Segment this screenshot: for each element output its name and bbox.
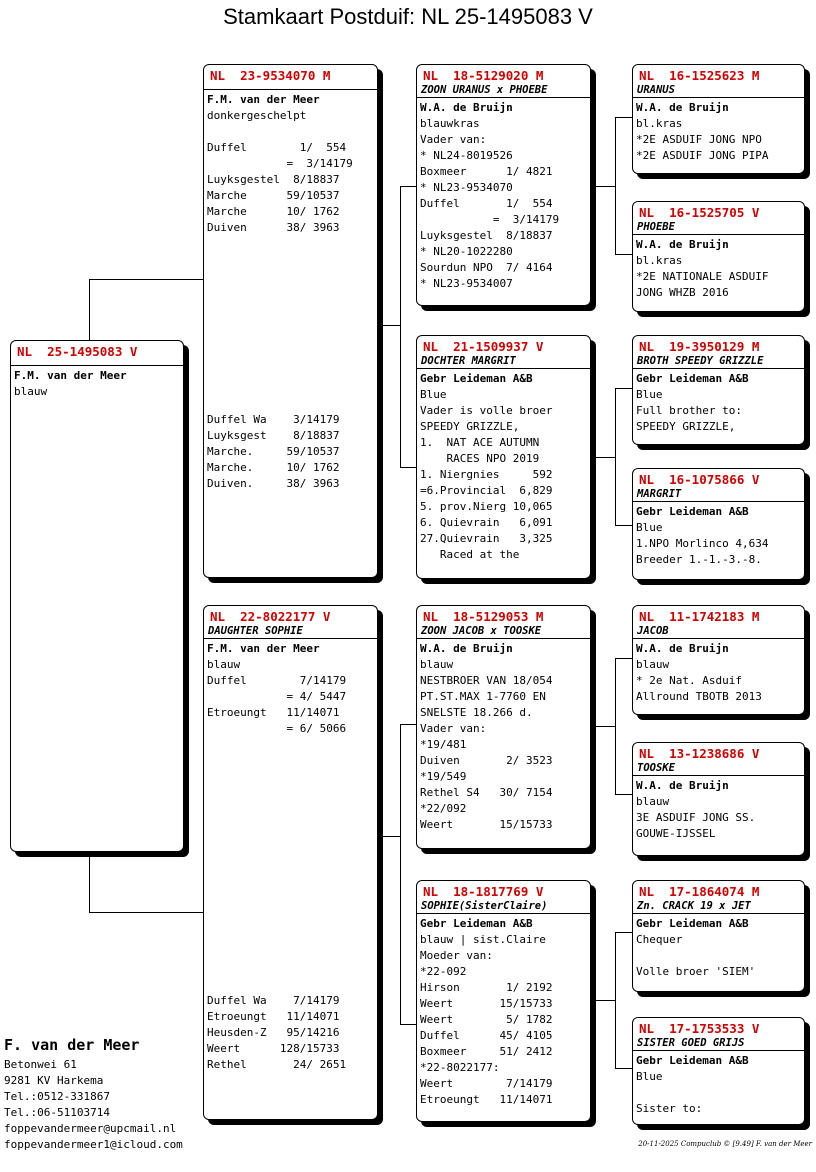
detail-line: [207, 348, 377, 364]
pigeon-nickname: SISTER GOED GRIJS: [633, 1036, 804, 1051]
detail-line: *22/092: [420, 802, 467, 815]
ring-number: NL 17-1864074 M: [639, 884, 760, 899]
connector-line: [590, 186, 616, 187]
detail-line: [207, 833, 377, 849]
owner-name: Gebr Leideman A&B: [636, 1054, 749, 1067]
page-title: Stamkaart Postduif: NL 25-1495083 V: [223, 4, 593, 29]
connector-line: [615, 794, 633, 795]
detail-line: [207, 769, 377, 785]
detail-line: Full brother to:: [636, 404, 742, 417]
detail-line: [207, 913, 377, 929]
owner-name: W.A. de Bruijn: [420, 101, 513, 114]
ring-number: NL 16-1075866 V: [639, 472, 760, 487]
pigeon-details: [417, 914, 590, 1108]
detail-line: GOUWE-IJSSEL: [636, 827, 716, 840]
detail-line: * NL20-1022280: [420, 245, 513, 258]
detail-line: 3E ASDUIF JONG SS.: [636, 811, 756, 824]
pigeon-card-subject[interactable]: [10, 340, 184, 852]
detail-line: Duffel Wa 7/14179: [207, 994, 340, 1007]
pigeon-card-mm-dam[interactable]: [632, 1017, 805, 1125]
detail-line: *22-8022177:: [420, 1061, 500, 1074]
connector-line: [89, 279, 204, 280]
detail-line: [207, 380, 377, 396]
detail-line: [207, 252, 377, 268]
breeder-email[interactable]: foppevandermeer@upcmail.nl: [4, 1122, 177, 1135]
pigeon-details: [417, 369, 590, 563]
detail-line: = 3/14179: [207, 157, 353, 170]
detail-line: [207, 961, 377, 977]
pigeon-nickname: DOCHTER MARGRIT: [417, 354, 590, 369]
detail-line: Boxmeer 51/ 2412: [420, 1045, 553, 1058]
connector-line: [89, 852, 90, 912]
detail-line: [207, 316, 377, 332]
detail-line: Etroeungt 11/14071: [207, 1010, 340, 1023]
detail-line: [207, 236, 377, 252]
ring-number: NL 23-9534070 M: [210, 68, 331, 83]
detail-line: Breeder 1.-1.-3.-8.: [636, 553, 762, 566]
owner-name: Gebr Leideman A&B: [636, 372, 749, 385]
detail-line: *19/481: [420, 738, 467, 751]
pigeon-nickname: URANUS: [633, 83, 804, 98]
detail-line: = 4/ 5447: [207, 690, 347, 703]
detail-line: Sourdun NPO 7/ 4164: [420, 261, 553, 274]
pigeon-details: [417, 639, 590, 833]
connector-line: [615, 388, 633, 389]
ring-number: NL 16-1525705 V: [639, 205, 760, 220]
pigeon-nickname: [11, 359, 183, 366]
detail-line: Sister to:: [636, 1102, 703, 1115]
detail-line: Heusden-Z 95/14216: [207, 1026, 340, 1039]
detail-line: Rethel S4 30/ 7154: [420, 786, 553, 799]
owner-name: Gebr Leideman A&B: [636, 505, 749, 518]
detail-line: Luyksgestel 8/18837: [207, 173, 340, 186]
pigeon-details: [633, 639, 804, 705]
connector-line: [89, 912, 204, 913]
detail-line: 27.Quievrain 3,325: [420, 532, 553, 545]
detail-line: Etroeungt 11/14071: [420, 1093, 553, 1106]
pigeon-details: [633, 369, 804, 435]
detail-line: [207, 785, 377, 801]
pigeon-details: [417, 98, 590, 292]
pigeon-nickname: ZOON JACOB x TOOSKE: [417, 624, 590, 639]
connector-line: [400, 186, 401, 467]
detail-line: PT.ST.MAX 1-7760 EN: [420, 690, 546, 703]
pigeon-details: [633, 1051, 804, 1117]
detail-line: Blue: [636, 521, 663, 534]
detail-line: Blue: [420, 388, 447, 401]
detail-line: Vader is volle broer: [420, 404, 553, 417]
detail-line: = 6/ 5066: [207, 722, 347, 735]
detail-line: Blue: [636, 388, 663, 401]
pigeon-card-mother-sire[interactable]: [416, 605, 591, 849]
connector-line: [590, 726, 616, 727]
detail-line: Weert 15/15733: [420, 997, 553, 1010]
breeder-line: Tel.:0512-331867: [4, 1090, 110, 1103]
detail-line: Blue: [636, 1070, 663, 1083]
breeder-email[interactable]: foppevandermeer1@icloud.com: [4, 1138, 183, 1151]
connector-line: [590, 457, 616, 458]
detail-line: [207, 396, 377, 412]
detail-line: SNELSTE 18.266 d.: [420, 706, 533, 719]
breeder-line: 9281 KV Harkema: [4, 1074, 104, 1087]
detail-line: Etroeungt 11/14071: [207, 706, 340, 719]
detail-line: [207, 124, 377, 140]
detail-line: 1. NAT ACE AUTUMN: [420, 436, 540, 449]
pigeon-nickname: [204, 83, 377, 90]
detail-line: Luyksgestel 8/18837: [420, 229, 553, 242]
detail-line: Rethel 24/ 2651: [207, 1058, 347, 1071]
detail-line: Duiven. 38/ 3963: [207, 477, 340, 490]
pigeon-details: [633, 776, 804, 842]
detail-line: *19/549: [420, 770, 467, 783]
detail-line: [207, 817, 377, 833]
detail-line: [207, 865, 377, 881]
detail-line: * NL24-8019526: [420, 149, 513, 162]
connector-line: [615, 932, 633, 933]
detail-line: * 2e Nat. Asduif: [636, 674, 742, 687]
owner-name: Gebr Leideman A&B: [636, 917, 749, 930]
breeder-line: Betonwei 61: [4, 1058, 77, 1071]
detail-line: 5. prov.Nierg 10,065: [420, 500, 553, 513]
detail-line: bl.kras: [636, 254, 683, 267]
ring-number: NL 19-3950129 M: [639, 339, 760, 354]
detail-line: [207, 801, 377, 817]
ring-number: NL 13-1238686 V: [639, 746, 760, 761]
pigeon-nickname: Zn. CRACK 19 x JET: [633, 899, 804, 914]
pigeon-details: [633, 502, 804, 568]
detail-line: blauw | sist.Claire: [420, 933, 546, 946]
connector-line: [400, 186, 417, 187]
pigeon-card-ff-sire[interactable]: [632, 64, 805, 174]
detail-line: Duffel Wa 3/14179: [207, 413, 340, 426]
pigeon-nickname: ZOON URANUS x PHOEBE: [417, 83, 590, 98]
connector-line: [400, 1024, 417, 1025]
detail-line: blauw: [14, 385, 48, 398]
pigeon-nickname: TOOSKE: [633, 761, 804, 776]
owner-name: W.A. de Bruijn: [636, 779, 729, 792]
detail-line: 1.NPO Morlinco 4,634: [636, 537, 769, 550]
detail-line: blauw: [207, 658, 241, 671]
connector-line: [377, 325, 401, 326]
detail-line: blauwkras: [420, 117, 480, 130]
detail-line: Duiven 38/ 3963: [207, 221, 340, 234]
detail-line: blauw: [636, 658, 670, 671]
detail-line: Marche 59/10537: [207, 189, 340, 202]
detail-line: [207, 897, 377, 913]
detail-line: Duffel 7/14179: [207, 674, 347, 687]
pigeon-details: [633, 235, 804, 301]
detail-line: JONG WHZB 2016: [636, 286, 729, 299]
detail-line: [636, 1085, 804, 1101]
detail-line: NESTBROER VAN 18/054: [420, 674, 553, 687]
detail-line: Volle broer 'SIEM': [636, 965, 756, 978]
detail-line: Chequer: [636, 933, 683, 946]
detail-line: [207, 849, 377, 865]
detail-line: *22-092: [420, 965, 467, 978]
detail-line: [207, 737, 377, 753]
detail-line: [636, 948, 804, 964]
detail-line: 1. Niergnies 592: [420, 468, 553, 481]
ring-number: NL 18-5129020 M: [423, 68, 544, 83]
detail-line: [207, 945, 377, 961]
detail-line: Vader van:: [420, 722, 487, 735]
footer-credit: 20-11-2025 Compuclub © [9.49] F. van der Meer: [638, 1140, 812, 1148]
connector-line: [615, 932, 616, 1069]
detail-line: SPEEDY GRIZZLE,: [420, 420, 520, 433]
detail-line: Hirson 1/ 2192: [420, 981, 553, 994]
pigeon-card-mm-sire[interactable]: [632, 880, 805, 992]
pigeon-card-mf-sire[interactable]: [632, 605, 805, 715]
pigeon-card-father-dam[interactable]: [416, 335, 591, 579]
detail-line: * NL23-9534007: [420, 277, 513, 290]
connector-line: [590, 1000, 616, 1001]
detail-line: 6. Quievrain 6,091: [420, 516, 553, 529]
detail-line: Weert 5/ 1782: [420, 1013, 553, 1026]
pigeon-details: [11, 366, 183, 400]
ring-number: NL 17-1753533 V: [639, 1021, 760, 1036]
pigeon-card-fm-dam[interactable]: [632, 468, 805, 580]
connector-line: [89, 279, 90, 341]
detail-line: Moeder van:: [420, 949, 493, 962]
connector-line: [615, 658, 616, 795]
pigeon-card-father-sire[interactable]: [416, 64, 591, 306]
connector-line: [400, 467, 417, 468]
pigeon-nickname: MARGRIT: [633, 487, 804, 502]
detail-line: [207, 284, 377, 300]
ring-number: NL 18-5129053 M: [423, 609, 544, 624]
owner-name: W.A. de Bruijn: [420, 642, 513, 655]
ring-number: NL 22-8022177 V: [210, 609, 331, 624]
detail-line: blauw: [636, 795, 670, 808]
connector-line: [377, 836, 401, 837]
pigeon-nickname: SOPHIE(SisterClaire): [417, 899, 590, 914]
detail-line: Duffel 1/ 554: [207, 141, 347, 154]
breeder-name: F. van der Meer: [4, 1036, 140, 1054]
detail-line: [207, 332, 377, 348]
breeder-info: [4, 1035, 183, 1153]
detail-line: Vader van:: [420, 133, 487, 146]
ring-number: NL 25-1495083 V: [17, 344, 138, 359]
detail-line: [207, 881, 377, 897]
detail-line: Weert 15/15733: [420, 818, 553, 831]
pigeon-details: [204, 639, 377, 1073]
owner-name: W.A. de Bruijn: [636, 101, 729, 114]
pigeon-nickname: BROTH SPEEDY GRIZZLE: [633, 354, 804, 369]
detail-line: Marche 10/ 1762: [207, 205, 340, 218]
detail-line: [207, 977, 377, 993]
connector-line: [615, 117, 633, 118]
pigeon-card-ff-dam[interactable]: [632, 201, 805, 312]
detail-line: SPEEDY GRIZZLE,: [636, 420, 736, 433]
owner-name: W.A. de Bruijn: [636, 238, 729, 251]
detail-line: Weert 7/14179: [420, 1077, 553, 1090]
detail-line: [207, 268, 377, 284]
owner-name: F.M. van der Meer: [207, 642, 320, 655]
connector-line: [615, 658, 633, 659]
detail-line: Weert 128/15733: [207, 1042, 340, 1055]
detail-line: Duffel 45/ 4105: [420, 1029, 553, 1042]
detail-line: Raced at the: [420, 548, 520, 561]
connector-line: [615, 525, 633, 526]
pigeon-details: [204, 90, 377, 492]
detail-line: *2E NATIONALE ASDUIF: [636, 270, 769, 283]
detail-line: Duffel 1/ 554: [420, 197, 553, 210]
detail-line: donkergeschelpt: [207, 109, 307, 122]
detail-line: Marche. 10/ 1762: [207, 461, 340, 474]
connector-line: [400, 724, 417, 725]
detail-line: Luyksgest 8/18837: [207, 429, 340, 442]
pigeon-card-father[interactable]: [203, 64, 378, 578]
detail-line: [207, 364, 377, 380]
detail-line: [207, 300, 377, 316]
detail-line: [207, 929, 377, 945]
pigeon-card-mother[interactable]: [203, 605, 378, 1120]
detail-line: Marche. 59/10537: [207, 445, 340, 458]
owner-name: F.M. van der Meer: [14, 369, 127, 382]
connector-line: [615, 388, 616, 526]
detail-line: *2E ASDUIF JONG NPO: [636, 133, 762, 146]
ring-number: NL 21-1509937 V: [423, 339, 544, 354]
pigeon-card-mother-dam[interactable]: [416, 880, 591, 1122]
owner-name: Gebr Leideman A&B: [420, 372, 533, 385]
connector-line: [615, 1068, 633, 1069]
detail-line: = 3/14179: [420, 213, 560, 226]
pigeon-card-fm-sire[interactable]: [632, 335, 805, 445]
connector-line: [615, 117, 616, 255]
owner-name: Gebr Leideman A&B: [420, 917, 533, 930]
detail-line: bl.kras: [636, 117, 683, 130]
pigeon-details: [633, 914, 804, 980]
owner-name: W.A. de Bruijn: [636, 642, 729, 655]
ring-number: NL 16-1525623 M: [639, 68, 760, 83]
ring-number: NL 11-1742183 M: [639, 609, 760, 624]
ring-number: NL 18-1817769 V: [423, 884, 544, 899]
pigeon-nickname: DAUGHTER SOPHIE: [204, 624, 377, 639]
pigeon-nickname: JACOB: [633, 624, 804, 639]
detail-line: =6.Provincial 6,829: [420, 484, 553, 497]
detail-line: *2E ASDUIF JONG PIPA: [636, 149, 769, 162]
connector-line: [400, 724, 401, 1024]
detail-line: * NL23-9534070: [420, 181, 513, 194]
detail-line: Boxmeer 1/ 4821: [420, 165, 553, 178]
pigeon-nickname: PHOEBE: [633, 220, 804, 235]
detail-line: RACES NPO 2019: [420, 452, 540, 465]
pigeon-details: [633, 98, 804, 164]
detail-line: Duiven 2/ 3523: [420, 754, 553, 767]
detail-line: blauw: [420, 658, 454, 671]
pigeon-card-mf-dam[interactable]: [632, 742, 805, 856]
connector-line: [615, 254, 633, 255]
owner-name: F.M. van der Meer: [207, 93, 320, 106]
breeder-line: Tel.:06-51103714: [4, 1106, 110, 1119]
detail-line: [207, 753, 377, 769]
detail-line: Allround TBOTB 2013: [636, 690, 762, 703]
